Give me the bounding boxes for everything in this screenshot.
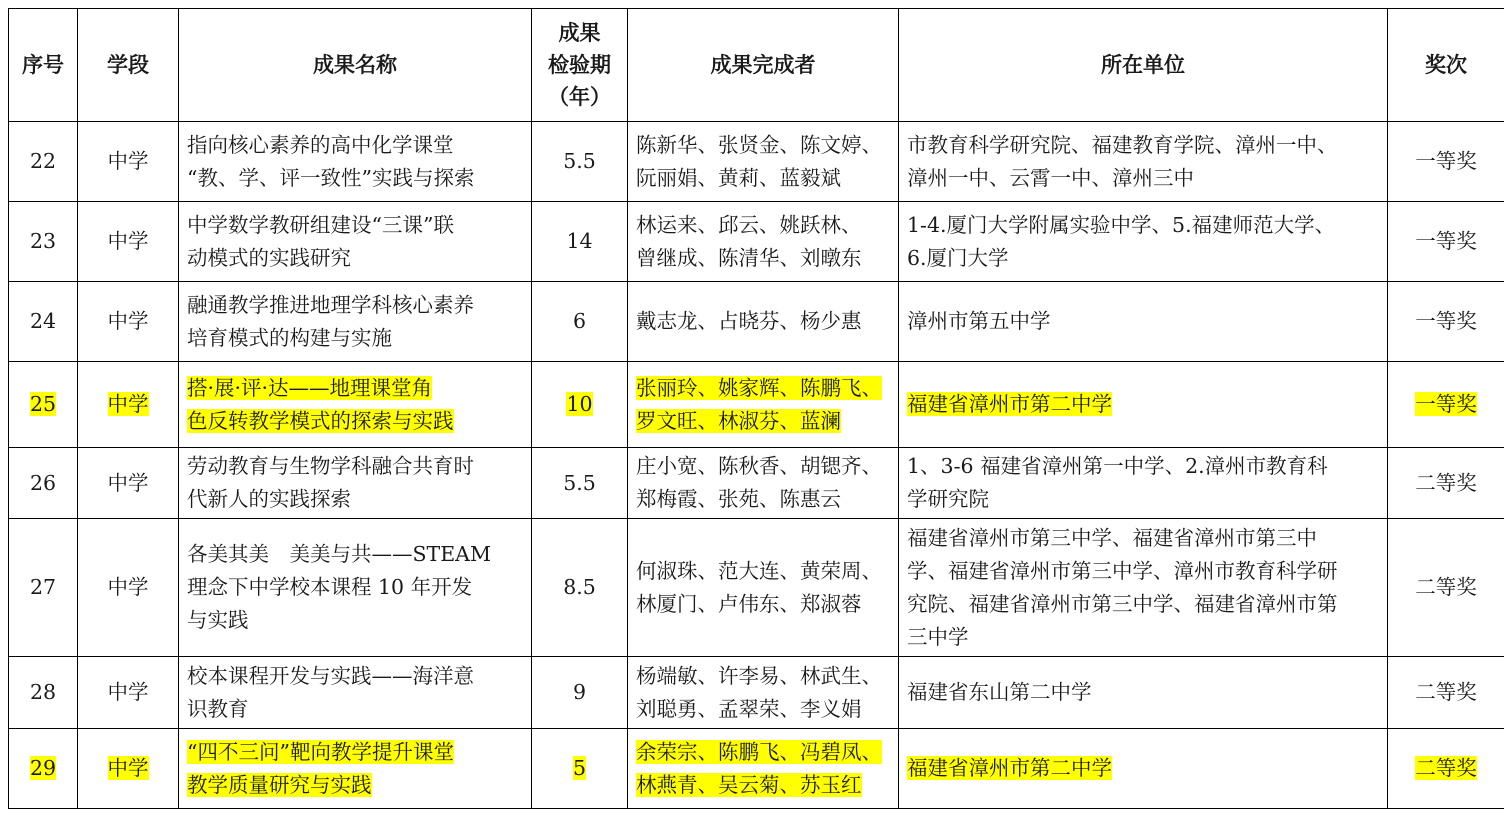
cell-unit	[899, 122, 1388, 202]
cell-period	[532, 448, 628, 519]
cell-stage-text: 中学	[107, 392, 149, 416]
cell-authors-text: 何淑珠、范大连、黄荣周、 林厦门、卢伟东、郑淑蓉	[636, 558, 882, 616]
cell-seq	[9, 202, 78, 282]
cell-stage	[78, 122, 179, 202]
header-name: 成果名称	[179, 9, 532, 122]
cell-period-text: 6	[572, 309, 587, 333]
header-unit: 所在单位	[899, 9, 1388, 122]
cell-award-text: 二等奖	[1415, 575, 1477, 599]
cell-period	[532, 729, 628, 809]
cell-award-text: 一等奖	[1415, 149, 1477, 173]
cell-unit	[899, 362, 1388, 448]
cell-unit	[899, 202, 1388, 282]
cell-name	[179, 202, 532, 282]
cell-award	[1388, 519, 1504, 657]
cell-name-text: “四不三问”靶向教学提升课堂 教学质量研究与实践	[187, 739, 454, 797]
cell-award-text: 二等奖	[1415, 470, 1477, 495]
cell-seq-text: 23	[29, 229, 57, 253]
cell-award	[1388, 122, 1504, 202]
cell-seq	[9, 729, 78, 809]
cell-unit	[899, 519, 1388, 657]
cell-stage	[78, 282, 179, 362]
table-row	[9, 729, 1504, 809]
cell-stage	[78, 657, 179, 729]
cell-authors	[628, 448, 899, 519]
cell-period	[532, 282, 628, 362]
table-row	[9, 519, 1504, 657]
cell-period	[532, 362, 628, 448]
cell-authors	[628, 282, 899, 362]
cell-name	[179, 448, 532, 519]
cell-stage	[78, 448, 179, 519]
table-row	[9, 282, 1504, 362]
cell-name	[179, 729, 532, 809]
cell-period-text: 5.5	[563, 470, 596, 495]
cell-period	[532, 519, 628, 657]
cell-unit-text: 市教育科学研究院、福建教育学院、漳州一中、 漳州一中、云霄一中、漳州三中	[907, 132, 1338, 190]
cell-stage	[78, 202, 179, 282]
header-seq: 序号	[9, 9, 78, 122]
cell-unit-text: 1、3-6 福建省漳州第一中学、2.漳州市教育科 学研究院	[907, 454, 1328, 511]
cell-name	[179, 282, 532, 362]
cell-unit	[899, 729, 1388, 809]
cell-award	[1388, 282, 1504, 362]
cell-name	[179, 519, 532, 657]
cell-authors	[628, 519, 899, 657]
header-authors: 成果完成者	[628, 9, 899, 122]
cell-authors-text: 戴志龙、占晓芬、杨少惠	[636, 309, 862, 333]
cell-authors	[628, 657, 899, 729]
cell-seq	[9, 362, 78, 448]
cell-name-text: 指向核心素养的高中化学课堂 “教、学、评一致性”实践与探索	[187, 132, 475, 190]
cell-name	[179, 122, 532, 202]
cell-seq-text: 24	[29, 309, 57, 333]
cell-name-text: 中学数学教研组建设“三课”联 动模式的实践研究	[187, 212, 454, 270]
cell-stage	[78, 362, 179, 448]
cell-stage	[78, 729, 179, 809]
cell-name	[179, 362, 532, 448]
cell-award-text: 一等奖	[1415, 392, 1477, 416]
cell-award	[1388, 657, 1504, 729]
cell-unit-text: 福建省漳州市第三中学、福建省漳州市第三中 学、福建省漳州市第三中学、漳州市教育科学研 究院、福建省漳州市第三中学、福建省漳州市第 三中学	[907, 525, 1338, 649]
cell-seq	[9, 448, 78, 519]
awards-table	[8, 8, 1504, 809]
cell-authors-text: 张丽玲、姚家辉、陈鹏飞、 罗文旺、林淑芬、蓝澜	[636, 375, 882, 433]
cell-seq	[9, 122, 78, 202]
table-row	[9, 448, 1504, 519]
cell-period	[532, 202, 628, 282]
cell-award	[1388, 729, 1504, 809]
cell-period-text: 5.5	[563, 149, 596, 173]
cell-period-text: 10	[566, 392, 593, 416]
cell-name	[179, 657, 532, 729]
cell-stage-text: 中学	[107, 229, 149, 253]
cell-seq	[9, 657, 78, 729]
header-period: 成果 检验期 （年）	[532, 9, 628, 122]
cell-unit	[899, 657, 1388, 729]
cell-period-text: 5	[572, 756, 587, 780]
cell-authors-text: 杨端敏、许李易、林武生、 刘聪勇、孟翠荣、李义娟	[636, 663, 882, 721]
cell-unit-text: 福建省漳州市第二中学	[907, 392, 1112, 416]
cell-authors	[628, 202, 899, 282]
cell-unit	[899, 448, 1388, 519]
cell-authors	[628, 362, 899, 448]
cell-seq-text: 28	[29, 680, 57, 704]
cell-period-text: 8.5	[563, 575, 596, 599]
cell-stage-text: 中学	[107, 575, 149, 599]
cell-period-text: 9	[572, 680, 587, 704]
cell-unit-text: 福建省东山第二中学	[907, 680, 1092, 704]
cell-authors-text: 陈新华、张贤金、陈文婷、 阮丽娟、黄莉、蓝毅斌	[636, 132, 882, 190]
cell-stage-text: 中学	[107, 149, 149, 173]
cell-seq	[9, 282, 78, 362]
header-stage: 学段	[78, 9, 179, 122]
cell-period-text: 14	[566, 229, 593, 253]
cell-authors-text: 林运来、邱云、姚跃林、 曾继成、陈清华、刘暾东	[636, 212, 862, 270]
cell-stage	[78, 519, 179, 657]
cell-unit-text: 1-4.厦门大学附属实验中学、5.福建师范大学、 6.厦门大学	[907, 212, 1336, 270]
cell-period	[532, 657, 628, 729]
cell-stage-text: 中学	[107, 309, 149, 333]
header-award: 奖次	[1388, 9, 1504, 122]
table-row	[9, 202, 1504, 282]
cell-award-text: 二等奖	[1415, 680, 1477, 704]
cell-seq-text: 22	[29, 149, 57, 173]
table-row	[9, 657, 1504, 729]
cell-seq	[9, 519, 78, 657]
cell-award	[1388, 202, 1504, 282]
cell-period	[532, 122, 628, 202]
cell-authors	[628, 122, 899, 202]
cell-stage-text: 中学	[107, 756, 149, 780]
cell-award-text: 一等奖	[1415, 309, 1477, 333]
cell-seq-text: 27	[29, 575, 57, 599]
cell-unit-text: 福建省漳州市第二中学	[907, 756, 1112, 780]
cell-name-text: 劳动教育与生物学科融合共育时 代新人的实践探索	[187, 454, 474, 511]
cell-name-text: 搭·展·评·达——地理课堂角 色反转教学模式的探索与实践	[187, 375, 454, 433]
cell-unit	[899, 282, 1388, 362]
cell-name-text: 校本课程开发与实践——海洋意 识教育	[187, 663, 474, 721]
cell-award-text: 二等奖	[1415, 756, 1477, 780]
cell-name-text: 各美其美 美美与共——STEAM 理念下中学校本课程 10 年开发 与实践	[187, 542, 491, 632]
cell-stage-text: 中学	[107, 470, 149, 495]
cell-authors	[628, 729, 899, 809]
table-body	[9, 122, 1504, 809]
cell-award	[1388, 448, 1504, 519]
cell-seq-text: 29	[29, 756, 57, 780]
cell-name-text: 融通教学推进地理学科核心素养 培育模式的构建与实施	[187, 292, 474, 350]
cell-award	[1388, 362, 1504, 448]
cell-seq-text: 25	[29, 392, 57, 416]
table-row	[9, 362, 1504, 448]
cell-seq-text: 26	[29, 470, 57, 495]
header-row	[9, 9, 1504, 122]
cell-authors-text: 余荣宗、陈鹏飞、冯碧凤、 林燕青、吴云菊、苏玉红	[636, 739, 882, 797]
cell-stage-text: 中学	[107, 680, 149, 704]
cell-award-text: 一等奖	[1415, 229, 1477, 253]
table-row	[9, 122, 1504, 202]
cell-unit-text: 漳州市第五中学	[907, 309, 1051, 333]
cell-authors-text: 庄小宽、陈秋香、胡锶齐、 郑梅霞、张苑、陈惠云	[636, 454, 882, 511]
